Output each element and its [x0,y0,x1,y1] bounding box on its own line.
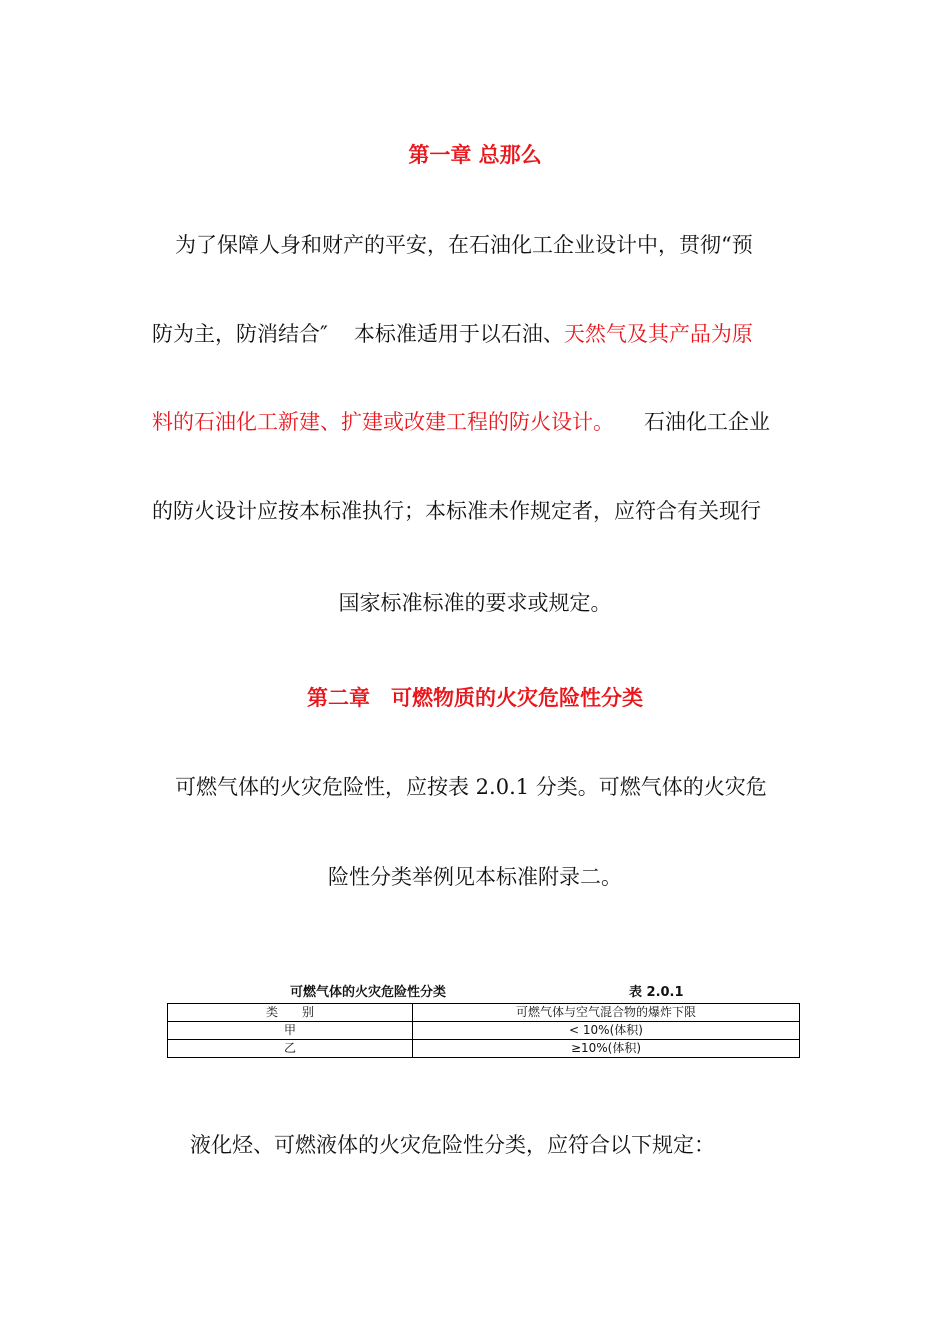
table-row [168,1040,800,1058]
paragraph-line [152,497,761,525]
text-segment: 防为主，防消结合″ [152,322,328,346]
table-cell: < 10%(体积) [413,1022,800,1040]
paragraph-line: 液化烃、可燃液体的火灾危险性分类，应符合以下规定： [190,1133,715,1157]
table-header-row [168,1004,800,1022]
table-cell: ≥10%(体积) [413,1040,800,1058]
chapter-1-title: 第一章 总那么 [408,143,542,167]
paragraph-line [0,589,950,617]
table-cell: 甲 [168,1022,413,1040]
table-row [168,1022,800,1040]
paragraph-line: 可燃气体的火灾危险性，应按表 2.0.1 分类。可燃气体的火灾危 [175,775,767,799]
text-segment: 国家标准标准的要求或规定。 [338,591,612,615]
text-segment: 石油化工企业 [644,410,770,434]
chapter-2-title: 第二章 可燃物质的火灾危险性分类 [307,686,643,710]
text-segment: 本标准适用于以石油、 [353,322,564,346]
paragraph-line [175,231,753,259]
classification-table [167,1003,800,1058]
table-number: 表 2.0.1 [629,985,684,1000]
highlighted-text: 料的石油化工新建、扩建或改建工程的防火设计。 [152,410,614,434]
table-header-cell: 类 别 [168,1004,413,1022]
text-segment: 为了保障人身和财产的平安，在石油化工企业设计中，贯彻“预 [175,233,753,257]
table-caption: 可燃气体的火灾危险性分类 [290,985,447,1000]
paragraph-line [152,408,770,436]
text-segment: 的防火设计应按本标准执行；本标准未作规定者，应符合有关现行 [152,499,761,523]
table-header-cell: 可燃气体与空气混合物的爆炸下限 [413,1004,800,1022]
highlighted-text: 天然气及其产品为原 [563,322,753,346]
paragraph-line [152,320,753,348]
table-cell: 乙 [168,1040,413,1058]
paragraph-line: 险性分类举例见本标准附录二。 [328,865,622,889]
